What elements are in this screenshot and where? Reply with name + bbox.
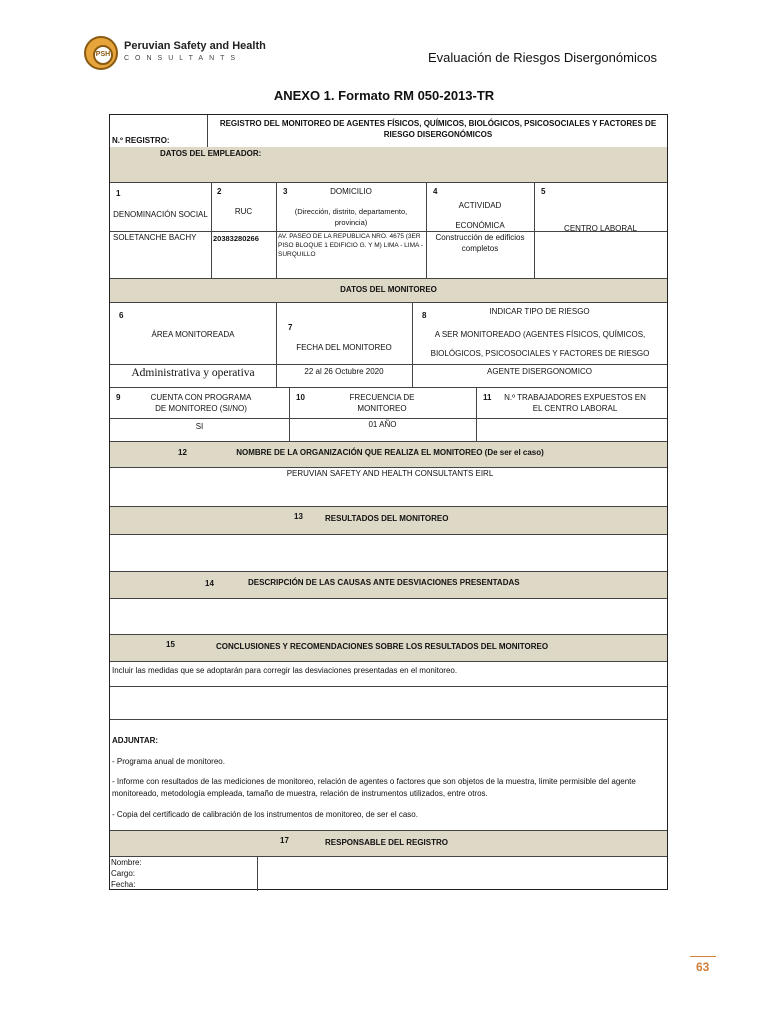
empleador-heading: DATOS DEL EMPLEADOR: bbox=[160, 149, 262, 158]
fecha-label: Fecha: bbox=[111, 880, 136, 889]
cargo-label: Cargo: bbox=[111, 869, 136, 878]
ruc-value: 20383280266 bbox=[213, 234, 259, 243]
fecha-header: FECHA DEL MONITOREO bbox=[296, 343, 392, 352]
gear-logo-icon: PSH bbox=[84, 36, 118, 70]
domicilio-value: AV. PASEO DE LA REPUBLICA NRO. 4675 (3ER PISO BLOQUE 1 EDIFICIO G. Y M) LIMA - LIMA - SURQUILLO bbox=[278, 233, 423, 258]
field-number: 11 bbox=[483, 393, 492, 402]
ruc-header: RUC bbox=[234, 207, 253, 216]
field-number: 3 bbox=[283, 187, 288, 196]
conclusiones-note: Incluir las medidas que se adoptarán para corregir las desviaciones presentadas en el monitoreo. bbox=[112, 666, 458, 675]
field-number: 10 bbox=[296, 393, 305, 402]
actividad-value: Construcción de edificios completos bbox=[435, 233, 525, 253]
area-value: Administrativa y operativa bbox=[131, 367, 255, 379]
actividad-header: ACTIVIDAD bbox=[458, 201, 502, 210]
document-title: ANEXO 1. Formato RM 050-2013-TR bbox=[273, 88, 495, 103]
trabajadores-header: N.º TRABAJADORES EXPUESTOS EN EL CENTRO LABORAL bbox=[504, 393, 646, 413]
tipo-riesgo-header: INDICAR TIPO DE RIESGO bbox=[489, 307, 590, 316]
field-number: 9 bbox=[116, 393, 121, 402]
nombre-label: Nombre: bbox=[111, 858, 142, 867]
adjuntar-item-2: - Informe con resultados de las mediciones de monitoreo, relación de agentes o factores que son objetos de la muestra, limite permisible del agente monitoreado, metodología empleada, tamaño de muestra, relación de instrumentos utilizados, entre otros. bbox=[112, 777, 636, 798]
organizacion-value: PERUVIAN SAFETY AND HEALTH CONSULTANTS EIRL bbox=[286, 469, 494, 478]
field-number: 7 bbox=[288, 323, 293, 332]
fecha-value: 22 al 26 Octubre 2020 bbox=[304, 367, 384, 376]
responsable-label: RESPONSABLE DEL REGISTRO bbox=[325, 838, 448, 847]
registro-label: N.º REGISTRO: bbox=[112, 136, 170, 145]
field-number: 4 bbox=[433, 187, 438, 196]
domicilio-header: DOMICILIO bbox=[330, 187, 372, 196]
field-number: 8 bbox=[422, 311, 427, 320]
tipo-riesgo-subheader: A SER MONITOREADO (AGENTES FÍSICOS, QUÍMICOS, BIOLÓGICOS, PSICOSOCIALES Y FACTORES DE RIESGO bbox=[430, 330, 650, 358]
frecuencia-header: FRECUENCIA DE MONITOREO bbox=[349, 393, 415, 413]
conclusiones-label: CONCLUSIONES Y RECOMENDACIONES SOBRE LOS RESULTADOS DEL MONITOREO bbox=[216, 642, 549, 651]
organizacion-label: NOMBRE DE LA ORGANIZACIÓN QUE REALIZA EL MONITOREO (De ser el caso) bbox=[236, 448, 544, 457]
adjuntar-item-3: - Copia del certificado de calibración de los instrumentos de monitoreo, de ser el caso. bbox=[112, 810, 418, 819]
monitoreo-heading: DATOS DEL MONITOREO bbox=[340, 285, 437, 294]
programa-header: CUENTA CON PROGRAMA DE MONITOREO (SI/NO) bbox=[150, 393, 252, 413]
registro-form bbox=[109, 114, 668, 890]
adjuntar-item-1: - Programa anual de monitoreo. bbox=[112, 757, 225, 766]
field-number: 15 bbox=[166, 640, 175, 649]
header-title: Evaluación de Riesgos Disergonómicos bbox=[428, 50, 658, 65]
causas-label: DESCRIPCIÓN DE LAS CAUSAS ANTE DESVIACIONES PRESENTADAS bbox=[248, 578, 520, 587]
adjuntar-label: ADJUNTAR: bbox=[112, 736, 159, 745]
programa-value: SI bbox=[195, 422, 204, 431]
field-number: 12 bbox=[178, 448, 187, 457]
denominacion-header: DENOMINACIÓN SOCIAL bbox=[113, 210, 208, 219]
resultados-label: RESULTADOS DEL MONITOREO bbox=[325, 514, 449, 523]
centro-laboral-header: CENTRO LABORAL bbox=[564, 224, 637, 233]
domicilio-subheader: (Dirección, distrito, departamento, provincia) bbox=[294, 207, 408, 227]
company-logo bbox=[84, 36, 266, 70]
actividad-header-2: ECONÓMICA bbox=[455, 221, 505, 230]
field-number: 13 bbox=[294, 512, 303, 521]
company-name: Peruvian Safety and Health bbox=[124, 40, 266, 52]
company-subtitle: CONSULTANTS bbox=[124, 55, 242, 62]
field-number: 1 bbox=[116, 189, 121, 198]
tipo-riesgo-value: AGENTE DISERGONOMICO bbox=[487, 367, 592, 376]
field-number: 6 bbox=[119, 311, 124, 320]
field-number: 14 bbox=[205, 579, 214, 588]
frecuencia-value: 01 AÑO bbox=[368, 420, 397, 429]
field-number: 17 bbox=[280, 836, 289, 845]
area-header: ÁREA MONITOREADA bbox=[151, 330, 235, 339]
page-number: 63 bbox=[696, 960, 710, 974]
denominacion-value: SOLETANCHE BACHY bbox=[113, 233, 197, 242]
main-heading: REGISTRO DEL MONITOREO DE AGENTES FÍSICOS, QUÍMICOS, BIOLÓGICOS, PSICOSOCIALES Y FACTORES DE RIESGO DISERGONÓMICOS bbox=[219, 119, 657, 139]
page-number-rule bbox=[690, 956, 716, 957]
field-number: 5 bbox=[541, 187, 546, 196]
field-number: 2 bbox=[217, 187, 222, 196]
